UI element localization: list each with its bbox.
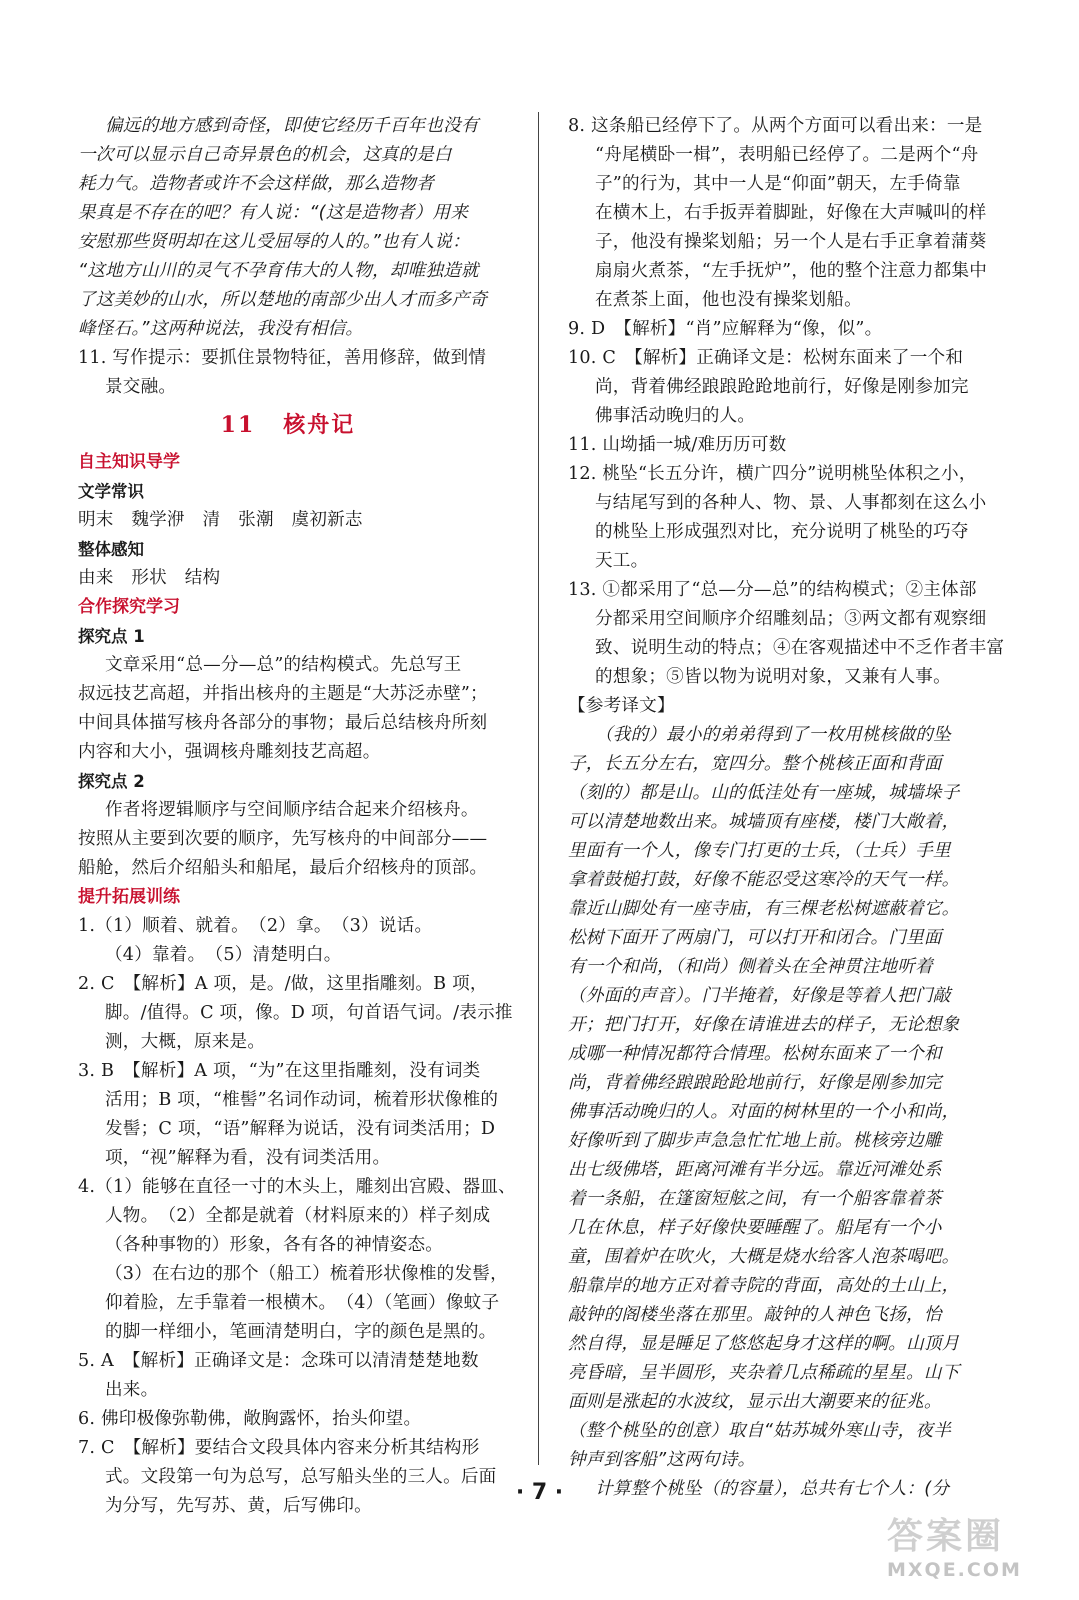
text-line: 中间具体描写核舟各部分的事物；最后总结核舟所刻 <box>78 713 488 733</box>
answer-line: 11. 山坳插一城/难历历可数 <box>568 435 787 455</box>
answer-line: 1.（1）顺着、就着。 （2）拿。 （3）说话。 <box>78 916 433 936</box>
answer-line: 测，大概，原来是。 <box>105 1032 266 1052</box>
answer-line: 尚，背着佛经踉踉跄跄地前行，好像是刚参加完 <box>595 377 969 397</box>
answer-line: 活用；B 项，“椎髻”名词作动词，梳着形状像椎的 <box>105 1090 499 1110</box>
answer-line: 式。文段第一句为总写，总写船头坐的三人。后面 <box>105 1467 497 1487</box>
text-line: 佛事活动晚归的人。对面的树林里的一个小和尚， <box>568 1102 960 1122</box>
text-line: 开；把门打开，好像在请谁进去的样子，无论想象 <box>568 1015 960 1035</box>
answer-line: 3. B 【解析】A 项，“为”在这里指雕刻，没有词类 <box>78 1061 481 1081</box>
section-heading: 合作探究学习 <box>78 597 180 617</box>
answer-line: 10. C 【解析】正确译文是：松树东面来了一个和 <box>568 348 964 368</box>
text-line: （我的）最小的弟弟得到了一枚用桃核做的坠 <box>595 725 951 745</box>
watermark-url: MXQE.COM <box>887 1559 1022 1581</box>
text-line: 尚，背着佛经踉踉跄跄地前行，好像是刚参加完 <box>568 1073 942 1093</box>
answer-line: （4）靠着。 （5）清楚明白。 <box>105 945 342 965</box>
answer-line: 7. C 【解析】要结合文段具体内容来分析其结构形 <box>78 1438 480 1458</box>
text-line: 出七级佛塔，距离河滩有半分远。靠近河滩处系 <box>568 1160 942 1180</box>
lesson-title <box>78 402 498 448</box>
lesson-number: 11 <box>220 412 256 438</box>
watermark-logo <box>887 1508 1057 1592</box>
text-line: 然自得，显是睡足了悠悠起身才这样的啊。山顶月 <box>568 1334 960 1354</box>
watermark-text: 答案圈 <box>887 1516 1005 1557</box>
text-line: 靠近山脚处有一座寺庙，有三棵老松树遮蔽着它。 <box>568 899 960 919</box>
answer-line: “舟尾横卧一楫”，表明船已经停了。二是两个“舟 <box>595 145 979 165</box>
text-line: 安慰那些贤明却在这儿受屈辱的人的。”也有人说： <box>78 232 470 252</box>
answer-line: 6. 佛印极像弥勒佛，敞胸露怀，抬头仰望。 <box>78 1409 422 1429</box>
answer-line: 人物。 （2）全都是就着（材料原来的）样子刻成 <box>105 1206 491 1226</box>
answer-line: 致、说明生动的特点；④在客观描述中不乏作者丰富 <box>595 638 1005 658</box>
answer-line: 与结尾写到的各种人、物、景、人事都刻在这么小 <box>595 493 987 513</box>
text-line: 一次可以显示自己奇异景色的机会，这真的是白 <box>78 145 452 165</box>
text-line: （整个桃坠的创意）取自“姑苏城外寒山寺，夜半 <box>568 1421 951 1441</box>
page-number: · 7 · <box>515 1480 564 1505</box>
section-heading: 提升拓展训练 <box>78 887 180 907</box>
answer-line: 8. 这条船已经停下了。从两个方面可以看出来：一是 <box>568 116 983 136</box>
text-line: 有一个和尚，（和尚）侧着头在全神贯注地听着 <box>568 957 933 977</box>
text-line: “这地方山川的灵气不孕育伟大的人物，却唯独造就 <box>78 261 479 281</box>
answer-line: 佛事活动晚归的人。 <box>595 406 756 426</box>
sub-heading: 探究点 2 <box>78 772 145 791</box>
answer-line: 子，他没有操桨划船；另一个人是右手正拿着蒲葵 <box>595 232 987 252</box>
text-line: 钟声到客船”这两句诗。 <box>568 1450 756 1470</box>
text-line: 几在休息，样子好像快要睡醒了。船尾有一个小 <box>568 1218 942 1238</box>
answer-line: 分都采用空间顺序介绍雕刻品；③两文都有观察细 <box>595 609 987 629</box>
text-line: 船舱，然后介绍船头和船尾，最后介绍核舟的顶部。 <box>78 858 488 878</box>
text-line: 由来 形状 结构 <box>78 568 221 588</box>
text-line: 面则是涨起的水波纹，显示出大潮要来的征兆。 <box>568 1392 942 1412</box>
text-line: 叔远技艺高超，并指出核舟的主题是“大苏泛赤壁”； <box>78 684 488 704</box>
sub-heading: 文学常识 <box>78 482 144 501</box>
answer-line: 扇扇火煮茶，“左手抚炉”，他的整个注意力都集中 <box>595 261 988 281</box>
answer-line: 13. ①都采用了“总—分—总”的结构模式；②主体部 <box>568 580 977 600</box>
lesson-name: 核舟记 <box>283 412 356 438</box>
answer-line: 9. D 【解析】“肖”应解释为“像，似”。 <box>568 319 883 339</box>
text-line: （刻的）都是山。山的低洼处有一座城，城墙垛子 <box>568 783 960 803</box>
text-line: 着一条船，在篷窗短舷之间，有一个船客靠着茶 <box>568 1189 942 1209</box>
text-line: 计算整个桃坠（的容量），总共有七个人：(分 <box>595 1479 950 1499</box>
column-divider <box>538 112 539 1465</box>
text-line: （外面的声音）。门半掩着，好像是等着人把门敲 <box>568 986 951 1006</box>
text-line: 船靠岸的地方正对着寺院的背面，高处的土山上， <box>568 1276 960 1296</box>
text-line: 松树下面开了两扇门，可以打开和闭合。门里面 <box>568 928 942 948</box>
text-line: 按照从主要到次要的顺序，先写核舟的中间部分—— <box>78 829 488 849</box>
answer-line: 5. A 【解析】正确译文是：念珠可以清清楚楚地数 <box>78 1351 479 1371</box>
text-line: 子，长五分左右，宽四分。整个桃核正面和背面 <box>568 754 942 774</box>
text-line: 耗力气。造物者或许不会这样做，那么造物者 <box>78 174 434 194</box>
answer-line: 天工。 <box>595 551 649 571</box>
right-column <box>568 112 1005 1504</box>
answer-line: 仰着脸，左手靠着一根横木。 （4）（笔画）像蚊子 <box>105 1293 500 1313</box>
text-line: 好像听到了脚步声急急忙忙地上前。桃核旁边雕 <box>568 1131 942 1151</box>
reference-translation <box>568 721 1000 1504</box>
question-11 <box>78 344 498 402</box>
answer-line: 的想象；⑤皆以物为说明对象，又兼有人事。 <box>595 667 951 687</box>
text-line: 作者将逻辑顺序与空间顺序结合起来介绍核舟。 <box>105 800 479 820</box>
text-line: 童，围着炉在吹火，大概是烧水给客人泡茶喝吧。 <box>568 1247 960 1267</box>
answer-list <box>78 912 516 1521</box>
answer-line: （各种事物的）形象，各有各的神情姿态。 <box>105 1235 444 1255</box>
left-column <box>78 112 516 1521</box>
text-line: 可以清楚地数出来。城墙顶有座楼，楼门大敞着， <box>568 812 960 832</box>
answer-line: （3）在右边的那个（船工）梳着形状像椎的发髻， <box>105 1264 508 1284</box>
section-heading: 自主知识导学 <box>78 452 180 472</box>
text-line: 内容和大小，强调核舟雕刻技艺高超。 <box>78 742 381 762</box>
answer-line: 子”的行为，其中一人是“仰面”朝天，左手倚靠 <box>595 174 961 194</box>
answer-line: 4.（1）能够在直径一寸的木头上，雕刻出宫殿、器皿、 <box>78 1177 516 1197</box>
answer-line: 的脚一样细小，笔画清楚明白，字的颜色是黑的。 <box>105 1322 497 1342</box>
text-line: 峰怪石。”这两种说法，我没有相信。 <box>78 319 364 339</box>
text-line: 亮昏暗，呈半圆形，夹杂着几点稀疏的星星。山下 <box>568 1363 960 1383</box>
answer-line: 脚。/值得。C 项，像。D 项，句首语气词。/表示推 <box>105 1003 513 1023</box>
text-line: 景交融。 <box>105 377 177 397</box>
answer-line: 的桃坠上形成强烈对比，充分说明了桃坠的巧夺 <box>595 522 969 542</box>
answer-line: 出来。 <box>105 1380 159 1400</box>
sub-heading: 探究点 1 <box>78 627 145 646</box>
text-line: 文章采用“总—分—总”的结构模式。先总写王 <box>105 655 462 675</box>
answer-line: 项，“视”解释为看，没有词类活用。 <box>105 1148 391 1168</box>
answer-line: 为分写，先写苏、黄，后写佛印。 <box>105 1496 372 1516</box>
answer-line: 2. C 【解析】A 项，是。/做，这里指雕刻。B 项， <box>78 974 488 994</box>
answer-line: 在横木上，右手扳弄着脚趾，好像在大声喊叫的样 <box>595 203 987 223</box>
answer-line: 12. 桃坠“长五分许，横广四分”说明桃坠体积之小， <box>568 464 977 484</box>
translation-continued <box>78 112 498 344</box>
text-line: 拿着鼓槌打鼓，好像不能忍受这寒冷的天气一样。 <box>568 870 960 890</box>
reference-translation-label: 【参考译文】 <box>568 696 675 716</box>
text-line: 敲钟的阁楼坐落在那里。敲钟的人神色飞扬，怡 <box>568 1305 942 1325</box>
text-line: 明末 魏学洢 清 张潮 虞初新志 <box>78 510 363 530</box>
text-line: 成哪一种情况都符合情理。松树东面来了一个和 <box>568 1044 942 1064</box>
answer-list <box>568 112 1005 692</box>
text-line: 了这美妙的山水，所以楚地的南部少出人才而多产奇 <box>78 290 488 310</box>
sub-heading: 整体感知 <box>78 540 144 559</box>
answer-line: 在煮茶上面，他也没有操桨划船。 <box>595 290 862 310</box>
text-line: 果真是不存在的吧？有人说：“(这是造物者）用来 <box>78 203 469 223</box>
text-line: 偏远的地方感到奇怪，即使它经历千百年也没有 <box>105 116 479 136</box>
text-line: 11. 写作提示：要抓住景物特征，善用修辞，做到情 <box>78 348 487 368</box>
text-line: 里面有一个人，像专门打更的士兵，（士兵）手里 <box>568 841 951 861</box>
answer-line: 发髻；C 项，“语”解释为说话，没有词类活用；D <box>105 1119 496 1139</box>
